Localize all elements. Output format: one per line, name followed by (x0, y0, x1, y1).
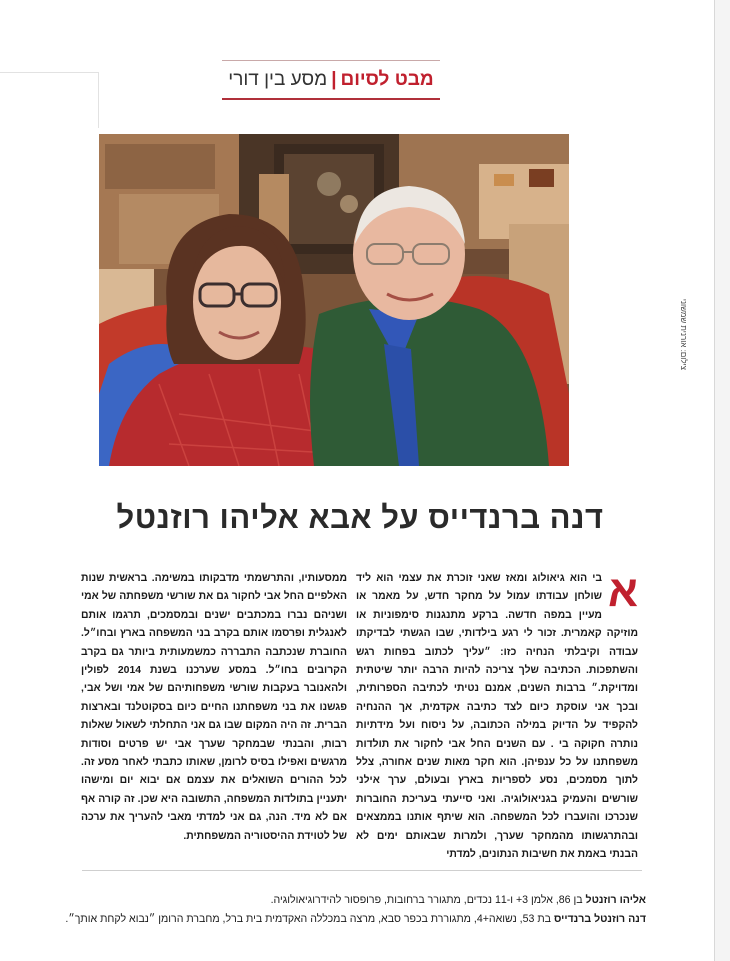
section-separator: | (331, 69, 337, 90)
bio-line-daughter (65, 912, 646, 926)
section-header (222, 60, 440, 100)
article-column-left (81, 570, 347, 846)
bio-divider (82, 870, 642, 871)
drop-cap: א (607, 567, 638, 616)
corner-guide-line (0, 72, 98, 73)
article-text-left: ממסעותיו, והתרשמתי מדבקותו במשימה. בראשית שנות האלפיים החל אבי לחקור גם את שורשי משפחתה של אמי ושניהם נברו במכתבים ישנים ובמסמכים, תרגמו אותם לאנגלית ופרסמו אותם בקרב בני המשפחה בארץ ובחו״ל. החוברת שנכתבה התבררה כמשמעותית ביותר גם בקרב הקרובים בחו״ל. במסע שערכנו בשנת 2014 לפולין ולהאנובר בעקבות שורשי משפחותיהם של אמי ושל אבי, פגשנו את בני משפחתנו החיים כיום בסקוטלנד ובארצות הברית. זה היה המקום שבו גם אני התחלתי לשאול שאלות רבות, והבנתי שבמחקר שערך אבי יש פרטים וסודות מרגשים ואפילו בסיס לרומן, שאותו כתבתי לאחר מסע זה. לכל ההורים השואלים את עצמם אם יבוא יום ומישהו יתעניין בתולדות המשפחה, התשובה היא שכן. זה קורה אף אם לא מיד. הנה, גם אני למדתי מאבי להעריך את ערכה של לטוידת ההיסטוריה המשפחתית. (81, 573, 347, 842)
bio-name-daughter: דנה רוזנטל ברנדייס (553, 913, 646, 925)
article-column-right (356, 567, 638, 865)
article-text-right: בי הוא גיאולוג ומאז שאני זוכרת את עצמי הוא ליד שולחן עבודתו עמול על מחקר חדש, על מאמר או מעיין במפה חדשה. ברקע מתנגנות סימפוניות או מוזיקה קאמרית. זכור לי רגע בילדותי, שבו הגשתי לבדיקתו עבודה וקיבלתי הנחיה כזו: ״עליך לכתוב בפחות רגש והשתפכות. הכתיבה שלך צריכה להיות הרבה יותר שיטתית ומדויקת.״ ברבות השנים, אמנם נטיתי לכתיבה הספרותית, ובכך אני עוסקת כיום לצד כתיבה אקדמית, אך ההנחיה להקפיד על הדיוק במילה הכתובה, על ניסוח ועל מידתיות נותרה חקוקה בי . עם השנים החל אבי לחקור את תולדות משפחתנו על כל ענפיהן. הוא חקר מאות שנים אחורה, צלל לתוך מסמכים, נסע לספריות בארץ ובעולם, ערך אילני שורשים והעמיק בגניאולוגיה. ואני סייעתי בעריכת החוברות שנכרכו והועברו לכל המשפחה. הוא שיתף אותנו בממצאים ובהתרגשותו מהמחקר שערך, ולמרות שבאותם ימים לא הבנתי באמת את חשיבות הנתונים, למדתי (356, 573, 638, 861)
bio-line-father (80, 893, 646, 907)
article-title: דנה ברנדייס על אבא אליהו רוזנטל (116, 500, 604, 535)
corner-guide-line-vertical (98, 72, 99, 128)
bio-text-father: בן 86, אלמן 3+ ו-11 נכדים, מתגורר ברחובות, פרופסור להידרוגיאולוגיה. (270, 894, 586, 906)
section-sub-label: מסע בין דורי (228, 69, 328, 90)
family-photo (99, 134, 569, 466)
section-main-label: מבט לסיום (340, 69, 434, 90)
photo-credit: צילום: אורנית שמשוני (679, 298, 688, 370)
bio-text-daughter: בת 53, נשואה+4, מתגוררת בכפר סבא, מרצה במכללה האקדמית בית ברל, מחברת הרומן ״נבוא לקחת אותך״. (65, 913, 554, 925)
page-edge-rule (714, 0, 730, 961)
bio-name-father: אליהו רוזנטל (585, 894, 646, 906)
